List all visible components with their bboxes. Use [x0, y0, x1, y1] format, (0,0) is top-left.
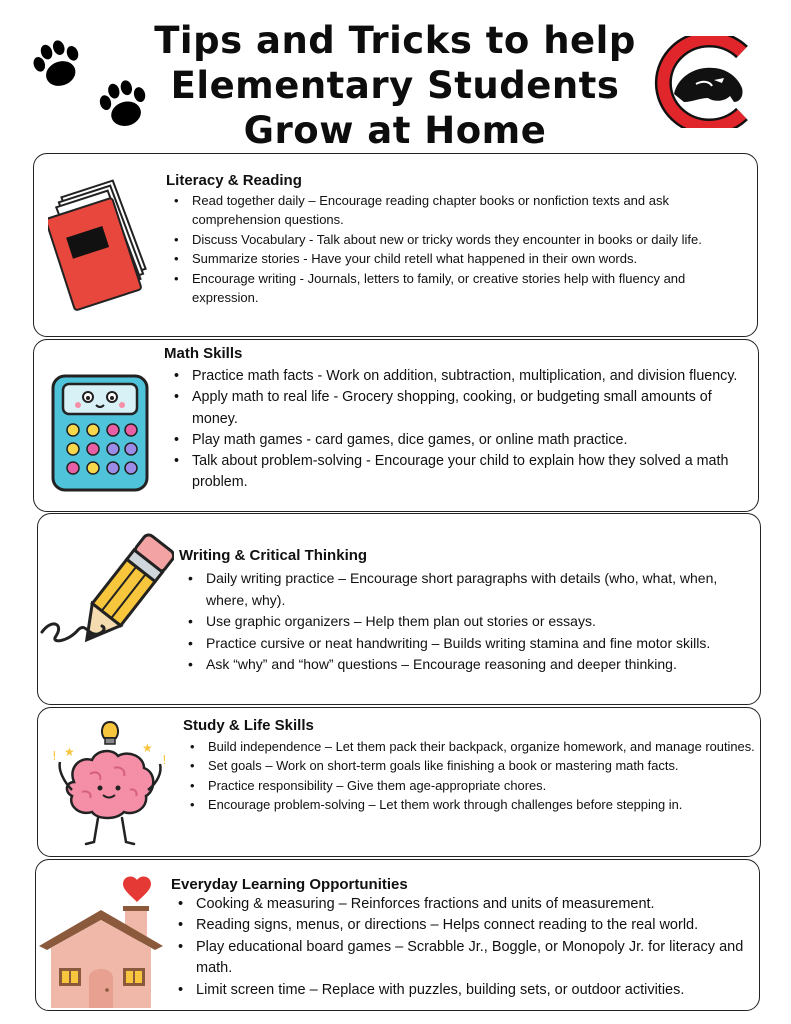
section-title: Writing & Critical Thinking: [179, 547, 368, 564]
list-item: • Use graphic organizers – Help them plan out stories or essays.: [182, 611, 762, 633]
list-item: • Practice cursive or neat handwriting – Builds writing stamina and fine motor skills.: [182, 633, 762, 655]
list-item: • Summarize stories - Have your child retell what happened in their own words.: [168, 249, 748, 268]
svg-text:!: !: [162, 753, 167, 767]
svg-text:★: ★: [142, 741, 153, 755]
book-icon: [48, 178, 150, 312]
house-icon: [37, 876, 167, 1010]
list-item: • Reading signs, menus, or directions – Helps connect reading to the real world.: [172, 915, 752, 936]
list-item: • Apply math to real life - Grocery shopping, cooking, or budgeting small amounts of money.: [168, 387, 748, 430]
list-item: • Play math games - card games, dice games, or online math practice.: [168, 430, 748, 451]
list-item: • Practice responsibility – Give them age-appropriate chores.: [184, 776, 764, 795]
section-writing-critical-thinking: [37, 513, 761, 705]
tips-list: [184, 737, 764, 815]
brain-icon: [50, 720, 170, 848]
pencil-icon: [38, 532, 174, 652]
list-item: • Talk about problem-solving - Encourage your child to explain how they solved a math problem.: [168, 451, 748, 494]
section-title: Study & Life Skills: [183, 717, 314, 734]
list-item: • Read together daily – Encourage reading chapter books or nonfiction texts and ask comprehension questions.: [168, 191, 748, 230]
tips-list: [172, 894, 752, 1001]
section-title: Everyday Learning Opportunities: [171, 876, 408, 893]
tips-list: [168, 366, 748, 494]
list-item: • Daily writing practice – Encourage short paragraphs with details (who, what, when, where, why).: [182, 568, 762, 611]
section-everyday-learning: [35, 859, 760, 1011]
page-title: [100, 18, 690, 153]
svg-text:★: ★: [64, 745, 75, 759]
tips-list: [182, 568, 762, 676]
section-title: Literacy & Reading: [166, 172, 302, 189]
list-item: • Play educational board games – Scrabble Jr., Boggle, or Monopoly Jr. for literacy and math.: [172, 937, 752, 980]
title-line: Grow at Home: [243, 109, 547, 152]
list-item: • Discuss Vocabulary - Talk about new or tricky words they encounter in books or daily life.: [168, 230, 748, 249]
section-literacy-reading: [33, 153, 758, 337]
title-line: Tips and Tricks to help: [154, 19, 636, 62]
section-title: Math Skills: [164, 345, 243, 362]
section-study-life-skills: [37, 707, 761, 857]
list-item: • Encourage writing - Journals, letters to family, or creative stories help with fluency and expression.: [168, 269, 748, 308]
cougar-logo-icon: [644, 36, 750, 128]
list-item: • Set goals – Work on short-term goals like finishing a book or mastering math facts.: [184, 756, 764, 775]
title-line: Elementary Students: [170, 64, 620, 107]
svg-text:!: !: [52, 749, 57, 763]
list-item: • Practice math facts - Work on addition, subtraction, multiplication, and division fluency.: [168, 366, 748, 387]
list-item: • Cooking & measuring – Reinforces fractions and units of measurement.: [172, 894, 752, 915]
list-item: • Encourage problem-solving – Let them work through challenges before stepping in.: [184, 795, 764, 814]
section-math-skills: [33, 339, 759, 512]
list-item: • Ask “why” and “how” questions – Encourage reasoning and deeper thinking.: [182, 654, 762, 676]
calculator-icon: [51, 374, 149, 492]
tips-list: [168, 191, 748, 307]
list-item: • Limit screen time – Replace with puzzles, building sets, or outdoor activities.: [172, 980, 752, 1001]
list-item: • Build independence – Let them pack their backpack, organize homework, and manage routines.: [184, 737, 764, 756]
